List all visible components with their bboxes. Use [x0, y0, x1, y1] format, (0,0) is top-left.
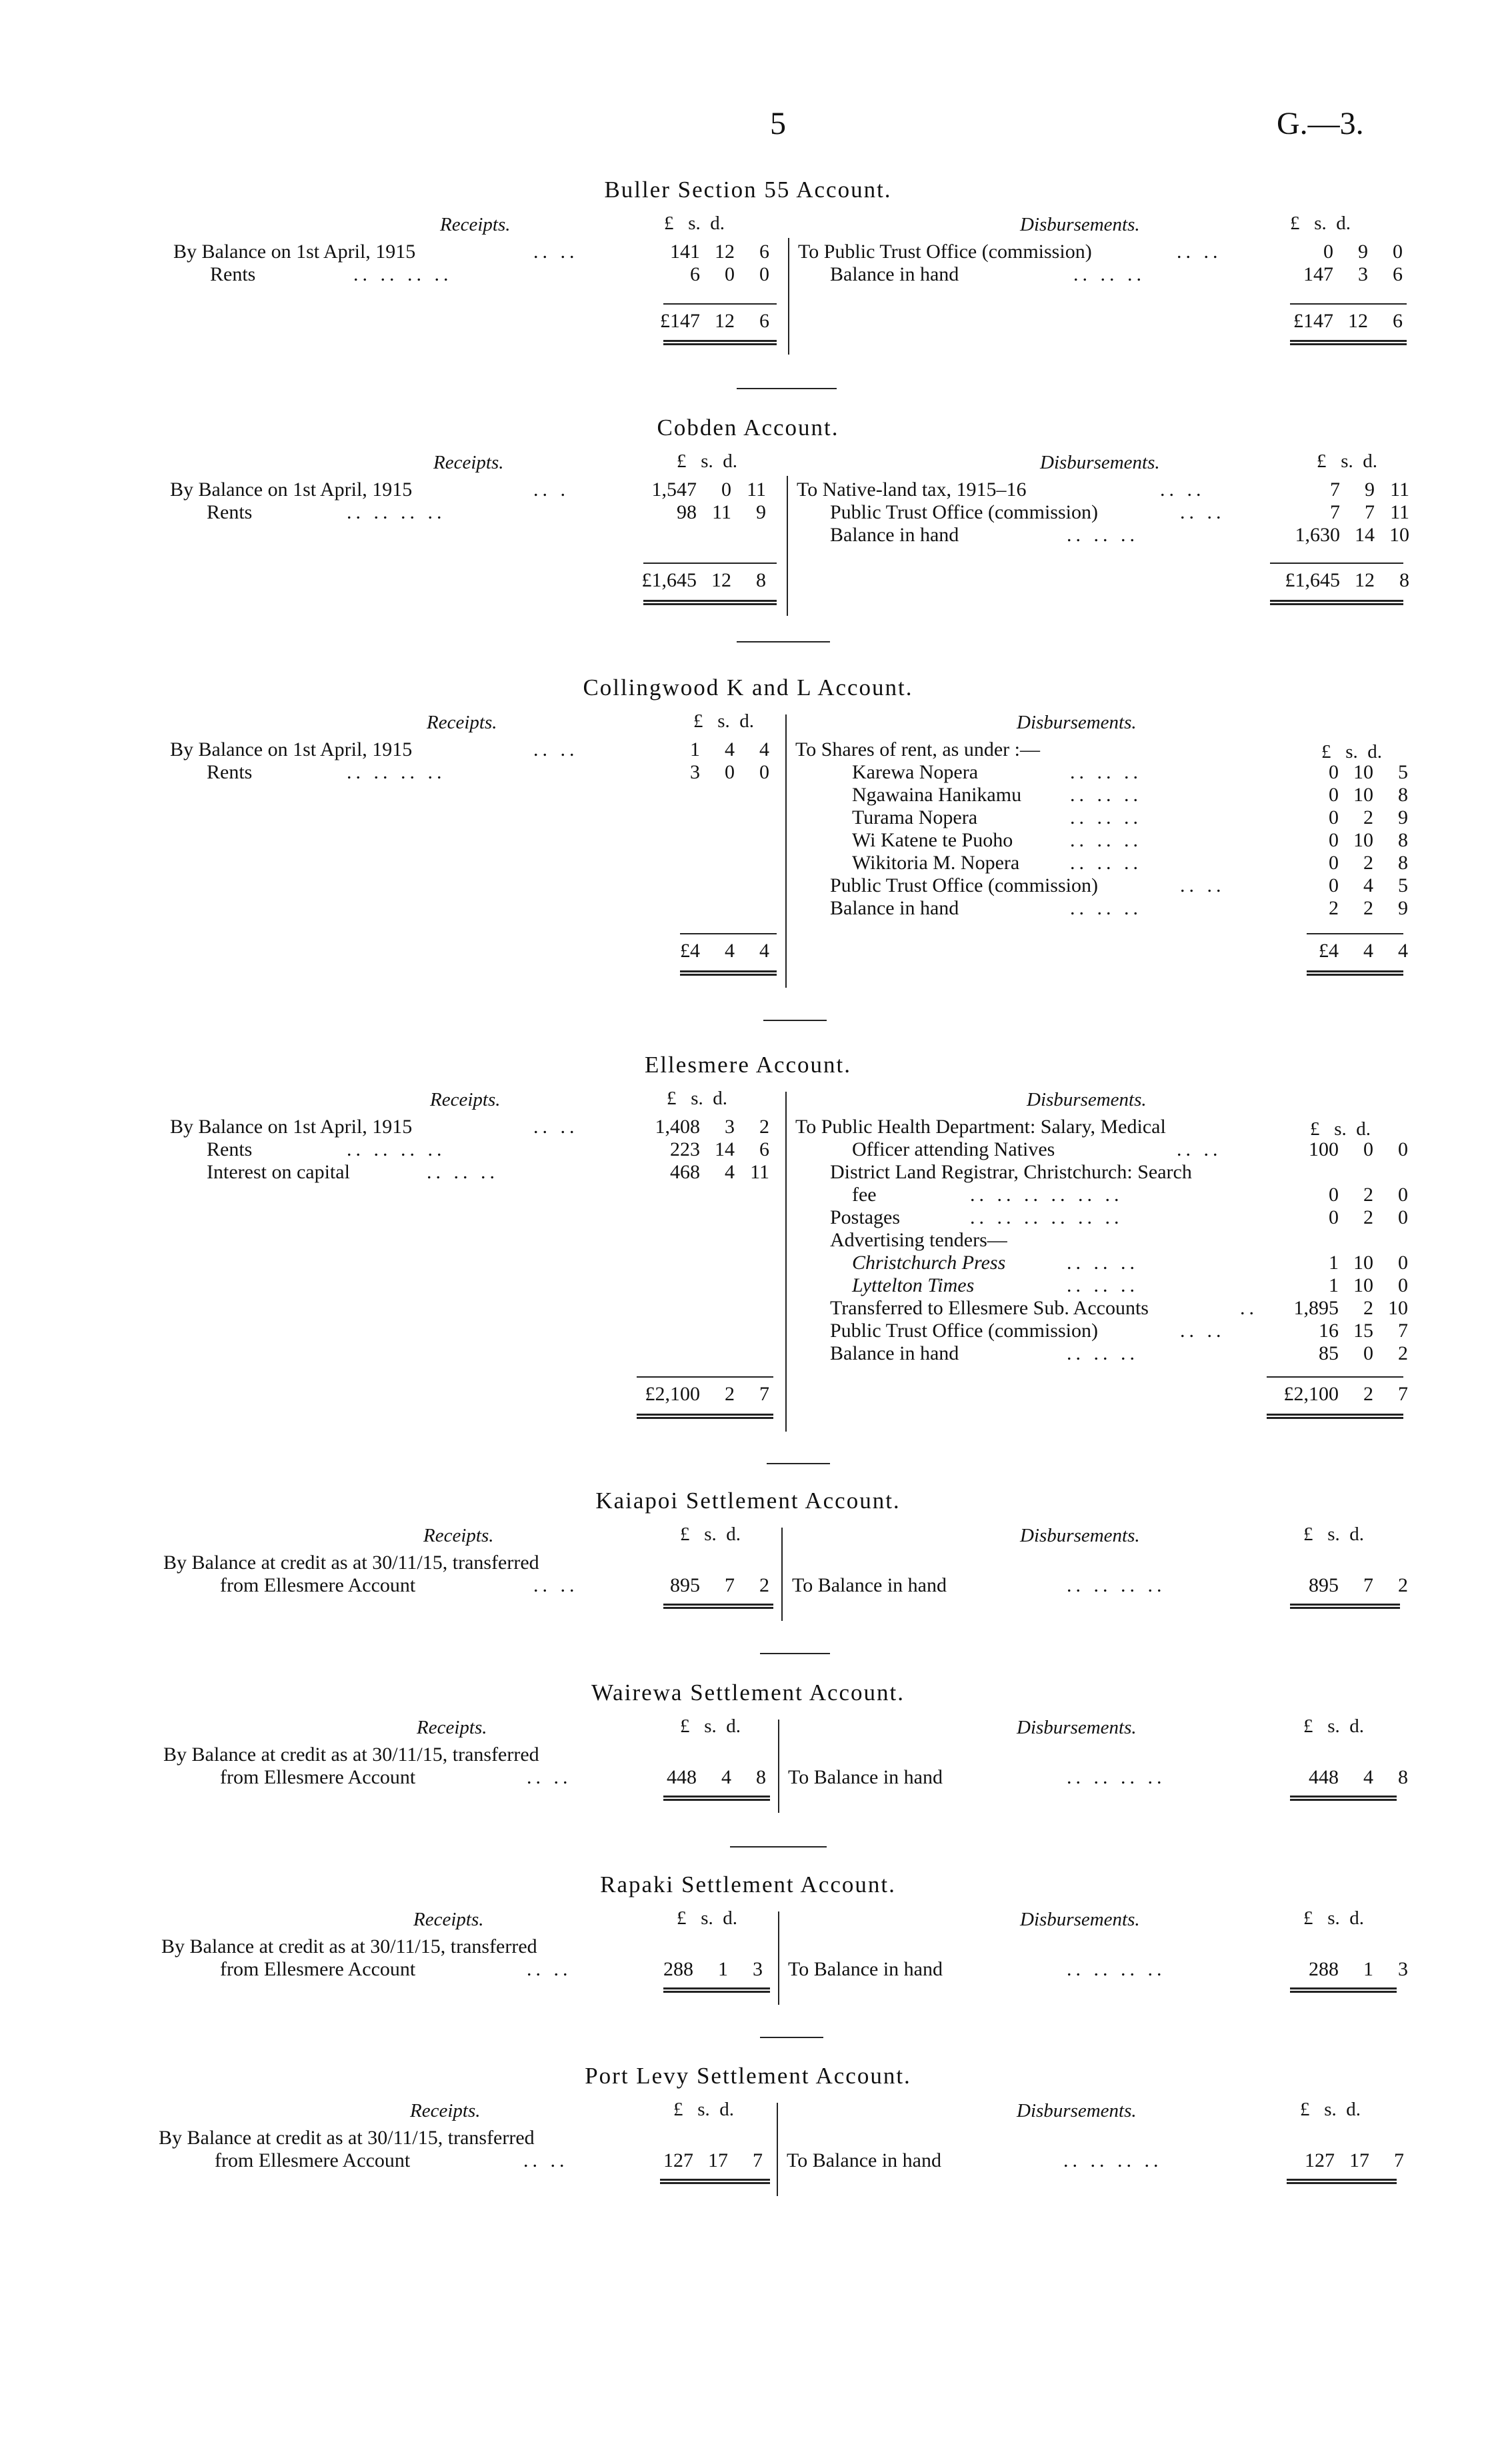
disbursement-line: District Land Registrar, Christchurch: Search: [830, 1161, 1192, 1183]
disbursement-amount: 7 7 11: [1330, 501, 1409, 523]
receipts-header: Receipts.: [423, 1525, 494, 1546]
disbursements-currency-header: £ s. d.: [1310, 1118, 1371, 1140]
disbursement-amount: 0 2 8: [1329, 852, 1408, 874]
total-double-rule: [643, 600, 777, 605]
subtotal-rule: [643, 563, 777, 564]
receipt-line-cont: from Ellesmere Account: [220, 1574, 416, 1596]
disbursement-amount: 0 10 5: [1329, 761, 1408, 783]
total-double-rule: [1287, 2179, 1397, 2184]
disbursements-header: Disbursements.: [1020, 1525, 1140, 1546]
total-double-rule: [663, 1987, 770, 1993]
receipt-line-cont: from Ellesmere Account: [220, 1958, 416, 1980]
receipt-line: Rents: [210, 263, 256, 285]
disbursement-line: Wi Katene te Puoho: [852, 829, 1013, 851]
disbursements-currency-header: £ s. d.: [1303, 1524, 1365, 1545]
disbursement-line: To Public Health Department: Salary, Medical: [795, 1116, 1166, 1138]
account-title: Wairewa Settlement Account.: [591, 1680, 905, 1706]
total-double-rule: [1270, 600, 1403, 605]
leader-dots: .. ..: [1180, 874, 1225, 896]
column-divider: [788, 238, 789, 355]
leader-dots: .. .. ..: [1070, 852, 1142, 874]
receipt-amount: 1 4 4: [690, 738, 769, 760]
disbursements-header: Disbursements.: [1017, 1717, 1137, 1738]
receipts-total: £147 12 6: [660, 310, 769, 332]
receipt-line: Rents: [207, 761, 253, 783]
leader-dots: ..: [1240, 1297, 1258, 1319]
disbursement-line: Karewa Nopera: [852, 761, 979, 783]
disbursement-line: Turama Nopera: [852, 806, 978, 828]
receipt-line: Rents: [207, 501, 253, 523]
receipt-line: By Balance at credit as at 30/11/15, transferred: [161, 1935, 537, 1957]
account-title: Port Levy Settlement Account.: [585, 2063, 911, 2089]
disbursement-amount: 2 2 9: [1329, 897, 1408, 919]
account-title: Ellesmere Account.: [644, 1052, 852, 1078]
disbursement-line: Balance in hand: [830, 524, 959, 546]
receipts-currency-header: £ s. d.: [664, 213, 725, 234]
page-reference: G.—3.: [1277, 106, 1364, 141]
disbursement-amount: 1 10 0: [1329, 1274, 1408, 1296]
disbursement-amount: 7 9 11: [1330, 479, 1409, 501]
disbursement-line: Balance in hand: [830, 263, 959, 285]
receipt-line: By Balance at credit as at 30/11/15, transferred: [159, 2127, 535, 2149]
leader-dots: .. .. ..: [1070, 806, 1142, 828]
disbursement-amount: 85 0 2: [1319, 1342, 1408, 1364]
disbursement-line-cont: fee: [852, 1184, 877, 1206]
receipts-header: Receipts.: [413, 1909, 484, 1930]
receipt-line: By Balance on 1st April, 1915: [173, 241, 416, 263]
leader-dots: .. ..: [1180, 501, 1225, 523]
receipts-currency-header: £ s. d.: [680, 1716, 741, 1737]
leader-dots: .. .. .. ..: [1067, 1958, 1166, 1980]
total-double-rule: [1290, 1987, 1397, 1993]
total-double-rule: [1290, 1604, 1400, 1609]
disbursement-amount: 448 4 8: [1309, 1766, 1408, 1788]
receipts-header: Receipts.: [430, 1089, 501, 1110]
receipt-line: Interest on capital: [207, 1161, 350, 1183]
receipts-header: Receipts.: [427, 712, 497, 733]
leader-dots: .. .. .. ..: [347, 501, 446, 523]
total-double-rule: [663, 1604, 773, 1609]
disbursements-total: £147 12 6: [1293, 310, 1403, 332]
subtotal-rule: [1307, 933, 1403, 934]
disbursements-currency-header: £ s. d.: [1321, 741, 1383, 762]
disbursements-intro: To Shares of rent, as under :—: [795, 738, 1040, 760]
disbursements-total: £4 4 4: [1319, 940, 1408, 962]
disbursement-line: Christchurch Press: [852, 1252, 1006, 1274]
receipt-amount: 98 11 9: [677, 501, 766, 523]
leader-dots: .. .. .. ..: [1063, 2149, 1163, 2171]
leader-dots: .. ..: [533, 1116, 579, 1138]
disbursement-line-cont: Officer attending Natives: [852, 1138, 1055, 1160]
disbursement-line: To Public Trust Office (commission): [798, 241, 1092, 263]
disbursements-currency-header: £ s. d.: [1303, 1716, 1365, 1737]
disbursement-amount: 1,895 2 10: [1293, 1297, 1408, 1319]
receipt-line: By Balance on 1st April, 1915: [170, 1116, 413, 1138]
disbursements-currency-header: £ s. d.: [1303, 1907, 1365, 1929]
disbursement-line: Lyttelton Times: [852, 1274, 975, 1296]
receipt-amount: 1,408 3 2: [655, 1116, 769, 1138]
disbursement-line: To Balance in hand: [788, 1958, 943, 1980]
receipts-currency-header: £ s. d.: [693, 710, 755, 732]
disbursements-header: Disbursements.: [1020, 1909, 1140, 1930]
leader-dots: .. .. ..: [1070, 784, 1142, 806]
leader-dots: .. ..: [533, 1574, 579, 1596]
account-title: Cobden Account.: [657, 415, 839, 441]
total-double-rule: [1307, 970, 1403, 976]
account-title: Buller Section 55 Account.: [604, 177, 892, 203]
disbursements-header: Disbursements.: [1027, 1089, 1147, 1110]
receipts-total: £2,100 2 7: [645, 1383, 769, 1405]
disbursements-header: Disbursements.: [1040, 452, 1160, 473]
total-double-rule: [637, 1414, 773, 1419]
disbursement-line: Wikitoria M. Nopera: [852, 852, 1020, 874]
leader-dots: .. .. ..: [1070, 829, 1142, 851]
receipt-amount: 6 0 0: [690, 263, 769, 285]
leader-dots: .. .. .. ..: [1067, 1574, 1166, 1596]
receipt-line-cont: from Ellesmere Account: [220, 1766, 416, 1788]
receipts-currency-header: £ s. d.: [677, 451, 738, 472]
receipt-line-cont: from Ellesmere Account: [215, 2149, 411, 2171]
disbursement-amount: 895 7 2: [1309, 1574, 1408, 1596]
disbursements-total: £2,100 2 7: [1283, 1383, 1408, 1405]
disbursement-amount: 0 2 9: [1329, 806, 1408, 828]
receipt-line: Rents: [207, 1138, 253, 1160]
disbursements-header: Disbursements.: [1020, 214, 1140, 235]
disbursement-amount: 127 17 7: [1305, 2149, 1404, 2171]
disbursement-amount: 0 2 0: [1329, 1206, 1408, 1228]
total-double-rule: [660, 2179, 770, 2184]
leader-dots: .. ..: [533, 241, 579, 263]
account-title: Collingwood K and L Account.: [583, 674, 913, 700]
disbursement-line: Public Trust Office (commission): [830, 874, 1098, 896]
receipt-amount: 223 14 6: [670, 1138, 769, 1160]
leader-dots: .. ..: [1180, 1320, 1225, 1342]
disbursements-currency-header: £ s. d.: [1290, 213, 1351, 234]
account-title: Rapaki Settlement Account.: [600, 1871, 896, 1897]
receipt-amount: 141 12 6: [670, 241, 769, 263]
disbursement-amount: 0 2 0: [1329, 1184, 1408, 1206]
column-divider: [778, 1911, 779, 2005]
leader-dots: .. ..: [1177, 241, 1222, 263]
disbursement-amount: 16 15 7: [1319, 1320, 1408, 1342]
disbursement-line: To Balance in hand: [788, 1766, 943, 1788]
receipt-amount: 288 1 3: [663, 1958, 763, 1980]
leader-dots: .. .. .. ..: [347, 761, 446, 783]
receipt-amount: 3 0 0: [690, 761, 769, 783]
receipt-amount: 468 4 11: [670, 1161, 769, 1183]
section-separator: [767, 1463, 830, 1464]
disbursement-line: Balance in hand: [830, 1342, 959, 1364]
subtotal-rule: [637, 1376, 773, 1378]
leader-dots: .. ..: [527, 1766, 572, 1788]
leader-dots: .. .. .. ..: [347, 1138, 446, 1160]
disbursement-amount: 100 0 0: [1309, 1138, 1408, 1160]
leader-dots: .. .. ..: [1073, 263, 1145, 285]
disbursements-total: £1,645 12 8: [1285, 569, 1409, 591]
disbursement-amount: 0 10 8: [1329, 829, 1408, 851]
receipt-amount: 895 7 2: [670, 1574, 769, 1596]
disbursement-amount: 1,630 14 10: [1295, 524, 1409, 546]
total-double-rule: [663, 340, 777, 345]
disbursement-amount: 0 4 5: [1329, 874, 1408, 896]
subtotal-rule: [1267, 1376, 1403, 1378]
section-separator: [763, 1020, 827, 1021]
leader-dots: .. .. ..: [1067, 1252, 1139, 1274]
receipt-line: By Balance on 1st April, 1915: [170, 738, 413, 760]
receipt-amount: 127 17 7: [663, 2149, 763, 2171]
leader-dots: .. .. .. ..: [1067, 1766, 1166, 1788]
column-divider: [777, 2103, 778, 2196]
section-separator: [737, 641, 830, 642]
leader-dots: .. .. .. .. .. ..: [970, 1184, 1123, 1206]
subtotal-rule: [1290, 303, 1407, 305]
disbursement-amount: 0 10 8: [1329, 784, 1408, 806]
receipt-amount: 1,547 0 11: [651, 479, 766, 501]
disbursements-header: Disbursements.: [1017, 2100, 1137, 2121]
disbursement-line: To Balance in hand: [787, 2149, 941, 2171]
total-double-rule: [1290, 1796, 1397, 1801]
receipts-total: £4 4 4: [680, 940, 769, 962]
disbursement-amount: 1 10 0: [1329, 1252, 1408, 1274]
section-separator: [730, 1846, 827, 1848]
leader-dots: .. ..: [533, 738, 579, 760]
leader-dots: .. .. ..: [1070, 897, 1142, 919]
receipts-header: Receipts.: [433, 452, 504, 473]
disbursement-line: Balance in hand: [830, 897, 959, 919]
subtotal-rule: [1270, 563, 1403, 564]
leader-dots: .. ..: [1177, 1138, 1222, 1160]
receipt-line: By Balance at credit as at 30/11/15, transferred: [163, 1744, 539, 1766]
total-double-rule: [680, 970, 777, 976]
leader-dots: .. .. ..: [1067, 1342, 1139, 1364]
leader-dots: .. .. .. ..: [353, 263, 453, 285]
receipt-line: By Balance on 1st April, 1915: [170, 479, 413, 501]
subtotal-rule: [680, 933, 777, 934]
disbursement-line: Public Trust Office (commission): [830, 501, 1098, 523]
column-divider: [785, 1092, 787, 1432]
disbursement-line: Postages: [830, 1206, 900, 1228]
disbursement-line: To Native-land tax, 1915–16: [797, 479, 1027, 501]
section-separator: [737, 388, 837, 389]
leader-dots: .. .. ..: [1067, 1274, 1139, 1296]
disbursement-amount: 147 3 6: [1303, 263, 1403, 285]
column-divider: [785, 714, 787, 988]
receipts-header: Receipts.: [440, 214, 511, 235]
disbursement-line: Public Trust Office (commission): [830, 1320, 1098, 1342]
leader-dots: .. ..: [527, 1958, 572, 1980]
receipts-total: £1,645 12 8: [641, 569, 766, 591]
receipts-currency-header: £ s. d.: [677, 1907, 738, 1929]
total-double-rule: [1290, 340, 1407, 345]
receipts-currency-header: £ s. d.: [680, 1524, 741, 1545]
section-separator: [760, 2037, 823, 2038]
leader-dots: .. .: [533, 479, 569, 501]
total-double-rule: [663, 1796, 770, 1801]
leader-dots: .. .. ..: [427, 1161, 499, 1183]
disbursement-line: Advertising tenders—: [830, 1229, 1007, 1251]
receipt-amount: 448 4 8: [667, 1766, 766, 1788]
page-number: 5: [770, 106, 786, 141]
disbursement-line: To Balance in hand: [792, 1574, 947, 1596]
section-separator: [760, 1653, 830, 1654]
leader-dots: .. .. .. .. .. ..: [970, 1206, 1123, 1228]
column-divider: [787, 476, 788, 616]
leader-dots: .. ..: [523, 2149, 569, 2171]
disbursements-currency-header: £ s. d.: [1317, 451, 1378, 472]
receipt-line: By Balance at credit as at 30/11/15, transferred: [163, 1552, 539, 1574]
receipts-currency-header: £ s. d.: [673, 2099, 735, 2120]
disbursements-currency-header: £ s. d.: [1300, 2099, 1361, 2120]
disbursement-line: Ngawaina Hanikamu: [852, 784, 1022, 806]
leader-dots: .. ..: [1160, 479, 1205, 501]
disbursement-amount: 288 1 3: [1309, 1958, 1408, 1980]
disbursement-line: Transferred to Ellesmere Sub. Accounts: [830, 1297, 1149, 1319]
total-double-rule: [1267, 1414, 1403, 1419]
disbursement-amount: 0 9 0: [1323, 241, 1403, 263]
leader-dots: .. .. ..: [1070, 761, 1142, 783]
disbursements-header: Disbursements.: [1017, 712, 1137, 733]
column-divider: [781, 1528, 783, 1621]
receipts-currency-header: £ s. d.: [667, 1088, 728, 1109]
leader-dots: .. .. ..: [1067, 524, 1139, 546]
account-title: Kaiapoi Settlement Account.: [595, 1488, 901, 1514]
receipts-header: Receipts.: [417, 1717, 487, 1738]
receipts-header: Receipts.: [410, 2100, 481, 2121]
column-divider: [778, 1720, 779, 1813]
subtotal-rule: [663, 303, 777, 305]
